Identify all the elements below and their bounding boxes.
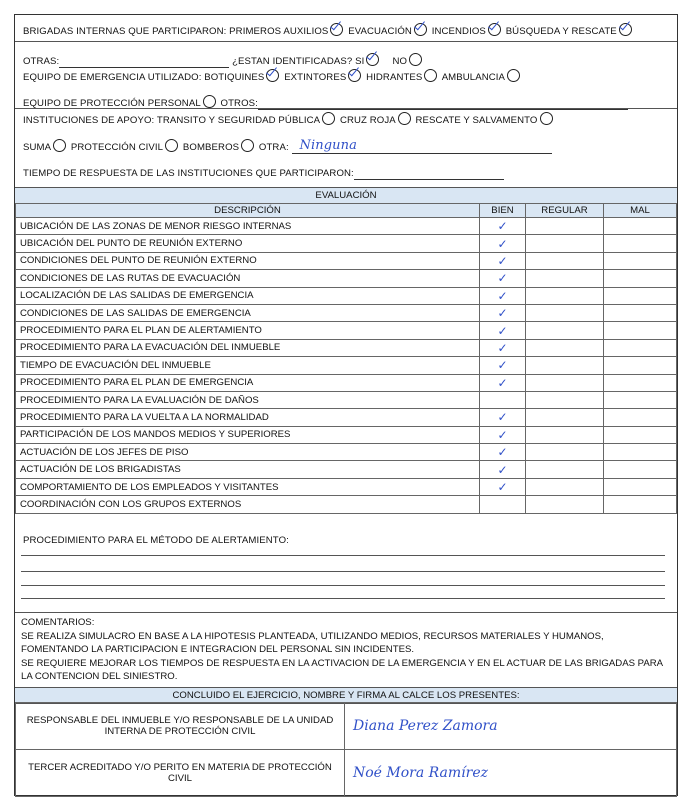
circle-icon[interactable] bbox=[507, 69, 520, 82]
otra-field[interactable] bbox=[292, 138, 552, 154]
bien-cell[interactable]: ✓ bbox=[480, 322, 526, 339]
otras-row bbox=[23, 53, 677, 68]
instituciones-label: INSTITUCIONES DE APOYO: bbox=[23, 115, 155, 126]
inst-cruz-roja: CRUZ ROJA bbox=[339, 115, 396, 126]
table-row bbox=[16, 287, 677, 304]
bien-cell[interactable]: ✓ bbox=[480, 461, 526, 478]
bien-cell[interactable]: ✓ bbox=[480, 374, 526, 391]
evaluacion-table bbox=[15, 203, 677, 514]
bien-cell[interactable]: ✓ bbox=[480, 478, 526, 495]
divider bbox=[15, 108, 677, 109]
bien-cell[interactable]: ✓ bbox=[480, 409, 526, 426]
bien-cell[interactable]: ✓ bbox=[480, 339, 526, 356]
mal-cell[interactable] bbox=[604, 444, 677, 461]
table-row bbox=[16, 426, 677, 443]
circle-icon[interactable] bbox=[540, 112, 553, 125]
table-row bbox=[16, 322, 677, 339]
col-bien: BIEN bbox=[480, 204, 526, 218]
answer-line bbox=[21, 555, 665, 556]
mal-cell[interactable] bbox=[604, 426, 677, 443]
circle-icon[interactable] bbox=[203, 95, 216, 108]
mal-cell[interactable] bbox=[604, 322, 677, 339]
desc-cell: PROCEDIMIENTO PARA LA VUELTA A LA NORMALIDAD bbox=[16, 409, 480, 426]
mal-cell[interactable] bbox=[604, 252, 677, 269]
col-mal: MAL bbox=[604, 204, 677, 218]
regular-cell[interactable] bbox=[526, 444, 604, 461]
otros-label: OTROS: bbox=[220, 98, 258, 109]
regular-cell[interactable] bbox=[526, 252, 604, 269]
table-row bbox=[16, 409, 677, 426]
desc-cell: COORDINACIÓN CON LOS GRUPOS EXTERNOS bbox=[16, 496, 480, 513]
comentarios bbox=[21, 616, 671, 684]
inst-rescate: RESCATE Y SALVAMENTO bbox=[415, 115, 538, 126]
equipo-label: EQUIPO DE EMERGENCIA UTILIZADO: bbox=[23, 72, 202, 83]
otra-label: OTRA: bbox=[258, 142, 289, 153]
mal-cell[interactable] bbox=[604, 339, 677, 356]
regular-cell[interactable] bbox=[526, 391, 604, 408]
table-row bbox=[16, 461, 677, 478]
regular-cell[interactable] bbox=[526, 270, 604, 287]
check-circle-icon[interactable] bbox=[330, 23, 343, 36]
bien-cell[interactable]: ✓ bbox=[480, 357, 526, 374]
brigada-incendios: INCENDIOS bbox=[431, 26, 486, 37]
bien-cell[interactable]: ✓ bbox=[480, 444, 526, 461]
circle-icon[interactable] bbox=[53, 139, 66, 152]
bien-cell[interactable]: ✓ bbox=[480, 426, 526, 443]
no-circle-icon[interactable] bbox=[409, 53, 422, 66]
circle-icon[interactable] bbox=[398, 112, 411, 125]
brigadas-label: BRIGADAS INTERNAS QUE PARTICIPARON: bbox=[23, 26, 227, 37]
regular-cell[interactable] bbox=[526, 235, 604, 252]
desc-cell: CONDICIONES DE LAS RUTAS DE EVACUACIÓN bbox=[16, 270, 480, 287]
mal-cell[interactable] bbox=[604, 496, 677, 513]
desc-cell: PROCEDIMIENTO PARA LA EVACUACIÓN DEL INMUEBLE bbox=[16, 339, 480, 356]
comentarios-label: COMENTARIOS: bbox=[21, 617, 95, 628]
circle-icon[interactable] bbox=[165, 139, 178, 152]
table-row bbox=[16, 444, 677, 461]
regular-cell[interactable] bbox=[526, 409, 604, 426]
brigada-evacuacion: EVACUACIÓN bbox=[348, 26, 412, 37]
bien-cell[interactable]: ✓ bbox=[480, 287, 526, 304]
regular-cell[interactable] bbox=[526, 496, 604, 513]
instituciones-row bbox=[23, 112, 677, 127]
no-label: NO bbox=[392, 56, 408, 67]
regular-cell[interactable] bbox=[526, 478, 604, 495]
desc-cell: COMPORTAMIENTO DE LOS EMPLEADOS Y VISITANTES bbox=[16, 478, 480, 495]
equipo-hidrantes: HIDRANTES bbox=[366, 72, 423, 83]
check-circle-icon[interactable] bbox=[488, 23, 501, 36]
inst-suma: SUMA bbox=[23, 142, 52, 153]
signature-field[interactable] bbox=[345, 750, 677, 797]
si-label: SI bbox=[355, 56, 365, 67]
brigada-busqueda-rescate: BÚSQUEDA Y RESCATE bbox=[505, 26, 617, 37]
table-row bbox=[16, 478, 677, 495]
firmas-table bbox=[15, 702, 677, 797]
answer-line bbox=[21, 598, 665, 599]
desc-cell: PROCEDIMIENTO PARA EL PLAN DE EMERGENCIA bbox=[16, 374, 480, 391]
mal-cell[interactable] bbox=[604, 218, 677, 235]
desc-cell: LOCALIZACIÓN DE LAS SALIDAS DE EMERGENCIA bbox=[16, 287, 480, 304]
regular-cell[interactable] bbox=[526, 374, 604, 391]
brigada-primeros-auxilios: PRIMEROS AUXILIOS bbox=[229, 26, 329, 37]
table-row bbox=[16, 339, 677, 356]
mal-cell[interactable] bbox=[604, 287, 677, 304]
equipo-extintores: EXTINTORES bbox=[284, 72, 347, 83]
tiempo-row bbox=[23, 168, 677, 180]
regular-cell[interactable] bbox=[526, 339, 604, 356]
table-row bbox=[16, 374, 677, 391]
table-row bbox=[16, 270, 677, 287]
bien-cell[interactable]: ✓ bbox=[480, 252, 526, 269]
evaluacion-title: EVALUACIÓN bbox=[15, 187, 677, 205]
table-row bbox=[16, 304, 677, 321]
check-circle-icon[interactable] bbox=[619, 23, 632, 36]
desc-cell: TIEMPO DE EVACUACIÓN DEL INMUEBLE bbox=[16, 357, 480, 374]
inst-proteccion-civil: PROTECCIÓN CIVIL bbox=[70, 142, 164, 153]
regular-cell[interactable] bbox=[526, 461, 604, 478]
mal-cell[interactable] bbox=[604, 235, 677, 252]
brigadas-row bbox=[23, 23, 677, 38]
bien-cell[interactable]: ✓ bbox=[480, 270, 526, 287]
comentario-line: LA CONTENCION DEL SINIESTRO. bbox=[21, 671, 178, 682]
desc-cell: UBICACIÓN DEL PUNTO DE REUNIÓN EXTERNO bbox=[16, 235, 480, 252]
regular-cell[interactable] bbox=[526, 357, 604, 374]
table-row bbox=[16, 218, 677, 235]
alertamiento-label: PROCEDIMIENTO PARA EL MÉTODO DE ALERTAMIENTO: bbox=[23, 535, 289, 546]
firmas-title: CONCLUIDO EL EJERCICIO, NOMBRE Y FIRMA AL CALCE LOS PRESENTES: bbox=[15, 687, 677, 704]
identificadas-label: ¿ESTAN IDENTIFICADAS? bbox=[232, 56, 353, 67]
proteccion-label: EQUIPO DE PROTECCIÓN PERSONAL bbox=[23, 98, 201, 109]
check-circle-icon[interactable] bbox=[266, 69, 279, 82]
mal-cell[interactable] bbox=[604, 409, 677, 426]
si-check-icon[interactable] bbox=[366, 53, 379, 66]
bien-cell[interactable]: ✓ bbox=[480, 304, 526, 321]
table-row bbox=[16, 357, 677, 374]
desc-cell: PARTICIPACIÓN DE LOS MANDOS MEDIOS Y SUPERIORES bbox=[16, 426, 480, 443]
mal-cell[interactable] bbox=[604, 374, 677, 391]
desc-cell: CONDICIONES DE LAS SALIDAS DE EMERGENCIA bbox=[16, 304, 480, 321]
signature-1: Diana Perez Zamora bbox=[353, 718, 498, 734]
equipo-ambulancia: AMBULANCIA bbox=[441, 72, 506, 83]
bien-cell[interactable] bbox=[480, 496, 526, 513]
signature-field[interactable] bbox=[345, 703, 677, 750]
regular-cell[interactable] bbox=[526, 218, 604, 235]
col-regular: REGULAR bbox=[526, 204, 604, 218]
comentario-line: SE REQUIERE MEJORAR LOS TIEMPOS DE RESPUESTA EN LA ACTIVACION DE LA EMERGENCIA Y EN EL ACTUAR DE LAS BRIGADAS PARA bbox=[21, 657, 664, 669]
signature-2: Noé Mora Ramírez bbox=[353, 765, 488, 781]
tiempo-label: TIEMPO DE RESPUESTA DE LAS INSTITUCIONES QUE PARTICIPARON: bbox=[23, 168, 354, 179]
table-row bbox=[16, 496, 677, 513]
regular-cell[interactable] bbox=[526, 304, 604, 321]
regular-cell[interactable] bbox=[526, 426, 604, 443]
otra-value: Ninguna bbox=[299, 138, 357, 153]
mal-cell[interactable] bbox=[604, 304, 677, 321]
regular-cell[interactable] bbox=[526, 287, 604, 304]
equipo-botiquines: BOTIQUINES bbox=[204, 72, 265, 83]
check-circle-icon[interactable] bbox=[348, 69, 361, 82]
regular-cell[interactable] bbox=[526, 322, 604, 339]
bien-cell[interactable]: ✓ bbox=[480, 218, 526, 235]
mal-cell[interactable] bbox=[604, 357, 677, 374]
divider bbox=[15, 41, 677, 42]
desc-cell: PROCEDIMIENTO PARA EL PLAN DE ALERTAMIENTO bbox=[16, 322, 480, 339]
bien-cell[interactable] bbox=[480, 391, 526, 408]
comentario-line: SE REALIZA SIMULACRO EN BASE A LA HIPOTESIS PLANTEADA, UTILIZANDO MEDIOS, RECURSOS MATERIALES Y HUMANOS, bbox=[21, 630, 604, 642]
otras-field[interactable] bbox=[59, 57, 229, 68]
divider bbox=[15, 612, 677, 613]
mal-cell[interactable] bbox=[604, 270, 677, 287]
circle-icon[interactable] bbox=[424, 69, 437, 82]
desc-cell: ACTUACIÓN DE LOS JEFES DE PISO bbox=[16, 444, 480, 461]
circle-icon[interactable] bbox=[241, 139, 254, 152]
desc-cell: UBICACIÓN DE LAS ZONAS DE MENOR RIESGO INTERNAS bbox=[16, 218, 480, 235]
table-row bbox=[16, 235, 677, 252]
comentario-line: FOMENTANDO LA PARTICIPACION E INTEGRACION DEL PERSONAL SIN INCIDENTES. bbox=[21, 644, 415, 655]
bien-cell[interactable]: ✓ bbox=[480, 235, 526, 252]
otras-label: OTRAS: bbox=[23, 56, 60, 67]
table-row bbox=[16, 391, 677, 408]
desc-cell: ACTUACIÓN DE LOS BRIGADISTAS bbox=[16, 461, 480, 478]
tiempo-field[interactable] bbox=[354, 169, 504, 180]
mal-cell[interactable] bbox=[604, 461, 677, 478]
desc-cell: PROCEDIMIENTO PARA LA EVALUACIÓN DE DAÑOS bbox=[16, 391, 480, 408]
mal-cell[interactable] bbox=[604, 478, 677, 495]
inst-transito: TRANSITO Y SEGURIDAD PÚBLICA bbox=[156, 115, 321, 126]
equipo-row bbox=[23, 69, 677, 84]
firma-label: RESPONSABLE DEL INMUEBLE Y/O RESPONSABLE DE LA UNIDAD INTERNA DE PROTECCIÓN CIVIL bbox=[16, 703, 345, 750]
answer-line bbox=[21, 571, 665, 572]
col-descripcion: DESCRIPCIÓN bbox=[16, 204, 480, 218]
evaluation-form bbox=[14, 14, 678, 796]
instituciones-row-2 bbox=[23, 139, 677, 154]
circle-icon[interactable] bbox=[322, 112, 335, 125]
mal-cell[interactable] bbox=[604, 391, 677, 408]
check-circle-icon[interactable] bbox=[414, 23, 427, 36]
desc-cell: CONDICIONES DEL PUNTO DE REUNIÓN EXTERNO bbox=[16, 252, 480, 269]
inst-bomberos: BOMBEROS bbox=[182, 142, 240, 153]
answer-line bbox=[21, 585, 665, 586]
firma-label: TERCER ACREDITADO Y/O PERITO EN MATERIA DE PROTECCIÓN CIVIL bbox=[16, 750, 345, 797]
table-row bbox=[16, 252, 677, 269]
